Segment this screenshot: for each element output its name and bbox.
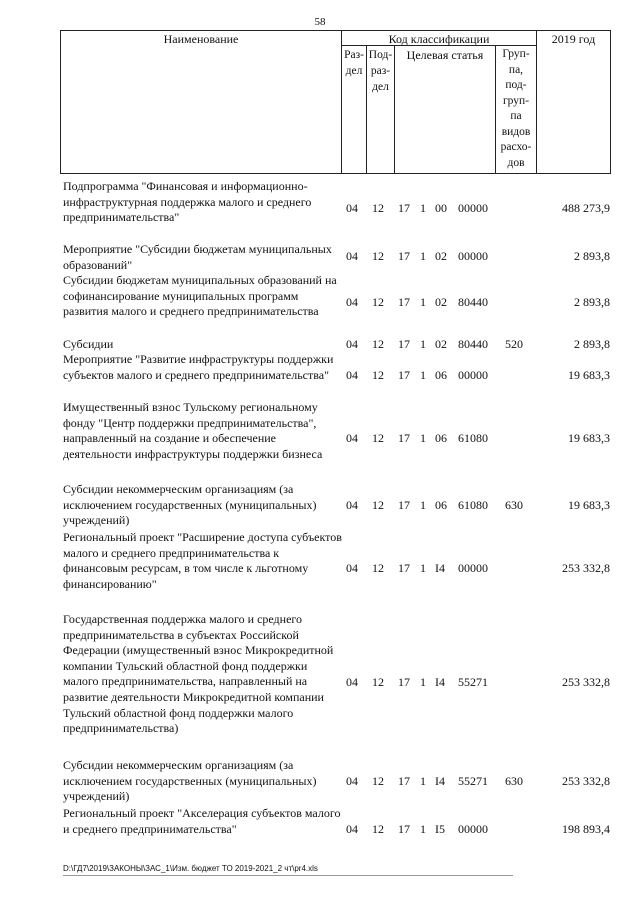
row-target-program: 17 bbox=[398, 675, 410, 689]
row-target-event: I4 bbox=[435, 561, 445, 575]
row-target-code: 00000 bbox=[458, 368, 488, 382]
row-target-program: 17 bbox=[398, 368, 410, 382]
row-podrazdel: 12 bbox=[372, 249, 384, 263]
row-razdel: 04 bbox=[346, 561, 358, 575]
row-target-code: 00000 bbox=[458, 201, 488, 215]
row-target-sub: 1 bbox=[420, 201, 426, 215]
row-podrazdel: 12 bbox=[372, 295, 384, 309]
header-year: 2019 год bbox=[551, 32, 596, 46]
row-name: Субсидии bbox=[63, 337, 114, 351]
row-target-code: 00000 bbox=[458, 822, 488, 836]
row-target-event: I5 bbox=[435, 822, 445, 836]
row-target-sub: 1 bbox=[420, 249, 426, 263]
header-section: Раз- дел bbox=[344, 49, 364, 77]
row-sum: 19 683,3 bbox=[568, 368, 610, 382]
row-podrazdel: 12 bbox=[372, 675, 384, 689]
row-podrazdel: 12 bbox=[372, 498, 384, 512]
row-sum: 253 332,8 bbox=[562, 774, 610, 788]
row-sum: 253 332,8 bbox=[562, 675, 610, 689]
row-podrazdel: 12 bbox=[372, 201, 384, 215]
row-razdel: 04 bbox=[346, 774, 358, 788]
row-target-sub: 1 bbox=[420, 675, 426, 689]
page-number: 58 bbox=[314, 16, 326, 28]
header-subsection: Под- раз- дел bbox=[368, 49, 393, 93]
row-razdel: 04 bbox=[346, 822, 358, 836]
row-name: Мероприятие "Субсидии бюджетам муниципальных образований" bbox=[63, 242, 332, 272]
row-target-code: 61080 bbox=[458, 498, 488, 512]
row-name: Субсидии некоммерческим организациям (за исключением государственных (муниципальных) учреждений) bbox=[63, 482, 317, 528]
row-target-code: 55271 bbox=[458, 675, 488, 689]
row-target-event: 06 bbox=[435, 498, 447, 512]
row-razdel: 04 bbox=[346, 368, 358, 382]
row-target-program: 17 bbox=[398, 822, 410, 836]
row-podrazdel: 12 bbox=[372, 822, 384, 836]
header-group: Груп- па, под- груп- па видов расхо- дов bbox=[500, 48, 532, 169]
row-name: Субсидии бюджетам муниципальных образований на софинансирование муниципальных программ развития малого и среднего предпринимательства bbox=[63, 273, 337, 319]
row-razdel: 04 bbox=[346, 337, 358, 351]
row-sum: 198 893,4 bbox=[562, 822, 610, 836]
row-target-event: 02 bbox=[435, 295, 447, 309]
row-podrazdel: 12 bbox=[372, 368, 384, 382]
row-sum: 253 332,8 bbox=[562, 561, 610, 575]
file-path-footer: D:\ГД7\2019\ЗАКОНЫ\ЗАС_1\Изм. бюджет ТО 2019-2021_2 чт\pr4.xls bbox=[63, 864, 318, 873]
row-sum: 2 893,8 bbox=[574, 337, 610, 351]
row-target-sub: 1 bbox=[420, 368, 426, 382]
row-razdel: 04 bbox=[346, 295, 358, 309]
row-name: Мероприятие "Развитие инфраструктуры поддержки субъектов малого и среднего предпринимательства" bbox=[63, 352, 334, 382]
row-target-code: 80440 bbox=[458, 337, 488, 351]
row-vid: 520 bbox=[505, 337, 523, 351]
row-target-sub: 1 bbox=[420, 822, 426, 836]
row-target-code: 80440 bbox=[458, 295, 488, 309]
footer-divider bbox=[63, 875, 513, 876]
row-target-event: 02 bbox=[435, 249, 447, 263]
row-podrazdel: 12 bbox=[372, 561, 384, 575]
row-name: Субсидии некоммерческим организациям (за исключением государственных (муниципальных) учреждений) bbox=[63, 758, 317, 804]
row-podrazdel: 12 bbox=[372, 337, 384, 351]
row-target-program: 17 bbox=[398, 774, 410, 788]
row-target-sub: 1 bbox=[420, 561, 426, 575]
row-target-event: 02 bbox=[435, 337, 447, 351]
row-target-code: 00000 bbox=[458, 561, 488, 575]
row-sum: 488 273,9 bbox=[562, 201, 610, 215]
row-target-code: 00000 bbox=[458, 249, 488, 263]
row-target-sub: 1 bbox=[420, 431, 426, 445]
row-target-sub: 1 bbox=[420, 498, 426, 512]
row-sum: 19 683,3 bbox=[568, 498, 610, 512]
row-target-program: 17 bbox=[398, 249, 410, 263]
row-razdel: 04 bbox=[346, 249, 358, 263]
row-target-code: 61080 bbox=[458, 431, 488, 445]
header-code: Код классификации bbox=[388, 32, 490, 46]
row-name: Региональный проект "Акселерация субъектов малого и среднего предпринимательства" bbox=[63, 806, 341, 836]
header-target: Целевая статья bbox=[406, 48, 484, 62]
row-name: Региональный проект "Расширение доступа субъектов малого и среднего предпринимательства к финансовым ресурсам, в том числе к льготному финансированию" bbox=[63, 530, 342, 591]
row-target-event: 00 bbox=[435, 201, 447, 215]
row-vid: 630 bbox=[505, 498, 523, 512]
row-target-sub: 1 bbox=[420, 337, 426, 351]
row-target-program: 17 bbox=[398, 498, 410, 512]
row-target-program: 17 bbox=[398, 295, 410, 309]
row-target-program: 17 bbox=[398, 337, 410, 351]
row-target-event: I4 bbox=[435, 675, 445, 689]
row-name: Подпрограмма "Финансовая и информационно-инфраструктурная поддержка малого и среднего предпринимательства" bbox=[63, 179, 312, 225]
row-target-program: 17 bbox=[398, 431, 410, 445]
row-sum: 2 893,8 bbox=[574, 249, 610, 263]
row-podrazdel: 12 bbox=[372, 431, 384, 445]
header-name: Наименование bbox=[163, 32, 239, 46]
row-razdel: 04 bbox=[346, 498, 358, 512]
row-razdel: 04 bbox=[346, 201, 358, 215]
row-target-program: 17 bbox=[398, 201, 410, 215]
row-podrazdel: 12 bbox=[372, 774, 384, 788]
row-sum: 19 683,3 bbox=[568, 431, 610, 445]
row-target-event: 06 bbox=[435, 431, 447, 445]
row-vid: 630 bbox=[505, 774, 523, 788]
row-name: Имущественный взнос Тульскому региональному фонду "Центр поддержки предпринимательства", направленный на создание и обеспечение деятельности инфраструктуры поддержки бизнеса bbox=[63, 400, 323, 461]
row-target-event: I4 bbox=[435, 774, 445, 788]
row-target-code: 55271 bbox=[458, 774, 488, 788]
row-target-event: 06 bbox=[435, 368, 447, 382]
row-razdel: 04 bbox=[346, 675, 358, 689]
row-target-program: 17 bbox=[398, 561, 410, 575]
row-target-sub: 1 bbox=[420, 295, 426, 309]
row-target-sub: 1 bbox=[420, 774, 426, 788]
row-sum: 2 893,8 bbox=[574, 295, 610, 309]
row-razdel: 04 bbox=[346, 431, 358, 445]
row-name: Государственная поддержка малого и среднего предпринимательства в субъектах Российской Федерации (имущественный взнос Микрокредитной компании Тульский областной фонд поддержки малого предпринимательства, направленный на развитие деятельности Микрокредитной компании Тульский областной фонд поддержки малого предпринимательства) bbox=[63, 612, 334, 736]
